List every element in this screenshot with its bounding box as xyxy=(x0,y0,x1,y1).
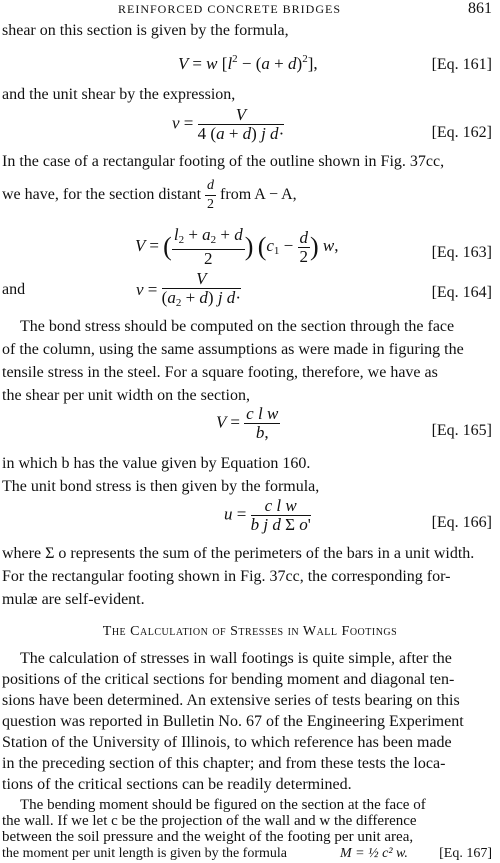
page-number: 861 xyxy=(468,0,492,17)
text-line: positions of the critical sections for bending moment and diagonal ten- xyxy=(2,671,455,688)
equation-162: v = $\frac{V}{\text{4 (a + d) j d·}}$ xyxy=(172,105,285,143)
equation-number: [Eq. 165] xyxy=(431,422,492,439)
running-title: REINFORCED CONCRETE BRIDGES xyxy=(118,2,342,16)
equation-161: V = w $[l^2 - (a + d)^2]$, xyxy=(178,53,318,73)
equation-number: [Eq. 166] xyxy=(431,514,492,531)
text-line: sions have been determined. An extensive series of tests bearing on this xyxy=(2,692,460,709)
text-line: between the soil pressure and the weight of the footing per unit area, xyxy=(2,829,414,845)
text-line: in the preceding section of this chapter; and from these tests the loca- xyxy=(2,755,446,772)
text-line: of the column, using the same assumptions as were made in figuring the xyxy=(2,341,464,358)
text-line: tions of the critical sections can be readily determined. xyxy=(2,776,352,793)
text-line: Station of the University of Illinois, to which reference has been made xyxy=(2,734,452,751)
text-line: we have, for the section distant $\frac{d}{2}$ from A − A, xyxy=(2,178,297,212)
text-line: question was reported in Bulletin No. 67 of the Engineering Experiment xyxy=(2,713,464,730)
equation-number: [Eq. 167] xyxy=(439,846,492,861)
equation-166: u = $\frac{\text{c l w}}{\text{b j d Σ o'}}$ xyxy=(224,496,311,534)
text-fragment: from A − A, xyxy=(220,186,297,204)
text-fragment: we have, for the section distant xyxy=(2,186,202,204)
text-line: the moment per unit length is given by the formula xyxy=(2,846,287,861)
text-line: The unit bond stress is then given by the formula, xyxy=(2,478,320,495)
equation-165: V = $\frac{\text{c l w}}{b,}$ xyxy=(216,404,279,442)
equation-167: M = ½ c² w. xyxy=(340,846,408,861)
text-line: mulæ are self-evident. xyxy=(2,591,145,608)
text-line: The bending moment should be figured on the section at the face of xyxy=(20,797,426,813)
text-line: In the case of a rectangular footing of the outline shown in Fig. 37cc, xyxy=(2,153,445,170)
text-line: and xyxy=(2,281,26,298)
equation-164: v = $\frac{V}{(a_2 + d) j d\cdot}$ xyxy=(136,269,241,309)
text-line: For the rectangular footing shown in Fig. 37cc, the corresponding for- xyxy=(2,568,451,585)
text-line: the shear per unit width on the section, xyxy=(2,387,250,404)
text-line: tensile stress in the steel. For a square footing, therefore, we have as xyxy=(2,364,438,381)
text-line: The bond stress should be computed on the section through the face xyxy=(20,318,455,335)
text-line: where Σ o represents the sum of the perimeters of the bars in a unit width. xyxy=(2,545,475,562)
text-line: The calculation of stresses in wall footings is quite simple, after the xyxy=(20,650,452,667)
text-line: the wall. If we let c be the projection of the wall and w the difference xyxy=(2,813,417,829)
equation-number: [Eq. 161] xyxy=(431,56,492,73)
text-line: and the unit shear by the expression, xyxy=(2,86,236,103)
equation-number: [Eq. 163] xyxy=(431,244,492,261)
equation-163: V = ( $\frac{l_2 + a_2 + d}{2}$ ) ($c_1$ − $\frac{d}{2}$ ) w, xyxy=(135,225,339,268)
text-line: shear on this section is given by the formula, xyxy=(2,22,289,39)
running-header xyxy=(0,2,500,20)
equation-number: [Eq. 164] xyxy=(431,284,492,301)
section-heading: The Calculation of Stresses in Wall Footings xyxy=(102,624,398,639)
equation-number: [Eq. 162] xyxy=(431,124,492,141)
text-line: in which b has the value given by Equation 160. xyxy=(2,455,311,472)
